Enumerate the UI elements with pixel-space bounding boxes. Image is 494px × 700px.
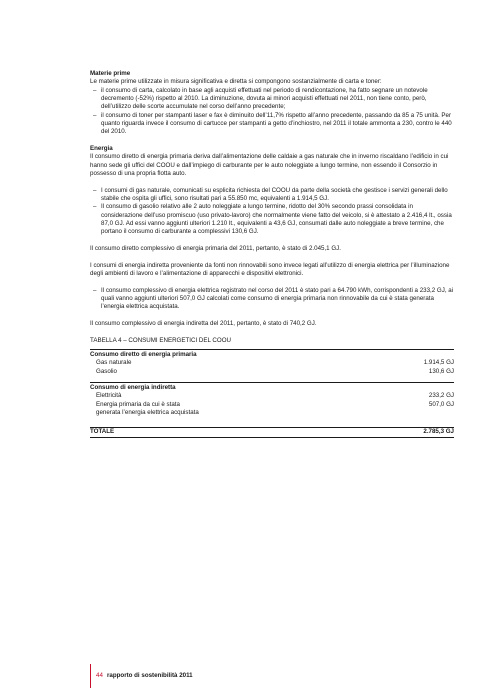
- list-item: – Il consumo complessivo di energia elettrica registrato nel corso del 2011 è stato pari a 64.790 kWh, corrispondenti a 233,2 GJ, ai quali vanno aggiunti ulteriori 507,0 GJ calcolati come consumo di energia primaria non rinnovabile da cui è stata generata l’energia elettrica acquistata.: [90, 287, 454, 312]
- table-row: [90, 368, 454, 376]
- energy-table: [90, 349, 454, 438]
- table-rule: [90, 437, 454, 438]
- row-value: 507,0 GJ: [428, 400, 454, 408]
- table-total-row: [90, 428, 454, 436]
- total-value: 2.785,3 GJ: [423, 428, 454, 436]
- row-label-line2: generata l’energia elettrica acquistata: [96, 409, 199, 417]
- materie-list: [90, 87, 454, 137]
- row-label-line1: Energia primaria da cui è stata: [96, 400, 180, 408]
- page-number: 44: [96, 672, 103, 679]
- indirect-intro-text: I consumi di energia indiretta proveniente da fonti non rinnovabili sono invece legati all’utilizzo di energia elettrica per l’illuminazione degli ambienti di lavoro e l’alimentazione di apparecchi e dispositivi elettronici.: [90, 261, 450, 278]
- total-indirect-text: Il consumo complessivo di energia indiretta del 2011, pertanto, è stato di 740,2 GJ.: [90, 320, 317, 328]
- list-item: – il consumo di carta, calcolato in base agli acquisti effettuati nel periodo di rendicontazione, ha fatto segnare un notevole decremento (-52%) rispetto al 2010. La diminuzione, dovuta ai minori acquisti effettuati nel 2011, non tiene conto, però, dell’utilizzo delle scorte accumulate nel corso dell’anno precedente;: [90, 87, 454, 112]
- materie-intro: Le materie prime utilizzate in misura significativa e diretta si compongono sostanzialmente di carta e toner:: [90, 78, 382, 86]
- report-title: rapporto di sostenibilità 2011: [107, 672, 193, 679]
- table-section-diretto: Consumo diretto di energia primaria: [90, 351, 197, 359]
- indirect-list: [90, 287, 454, 312]
- energia-list: [90, 187, 454, 237]
- page-content: [90, 70, 454, 438]
- list-item: – I consumi di gas naturale, comunicati su esplicita richiesta del COOU da parte della società che gestisce i servizi generali dello stabile che ospita gli uffici, sono risultati pari a 55.850 mc, equivalenti a 1.914,5 GJ.: [90, 187, 454, 204]
- footer-accent-bar: [90, 664, 91, 688]
- row-label: [90, 401, 199, 418]
- table-row: [90, 401, 454, 418]
- page-footer: [90, 664, 454, 688]
- list-item: – Il consumo di gasolio relativo alle 2 auto noleggiate a lungo termine, ridotto del 30% secondo prassi consolidata in considerazione dell’uso promiscuo (uso privato-lavoro) che normalmente viene fatto del veicolo, si è attestato a 2.416,4 lt., ossia 87,0 GJ. Ad essi vanno aggiunti ulteriori 1.210 lt., equivalenti a 43,6 GJ, consumati dalle auto noleggiate a breve termine, che portano il consumo di carburante a complessivi 130,6 GJ.: [90, 203, 454, 236]
- total-label: TOTALE: [90, 428, 115, 436]
- row-label: Elettricità: [96, 392, 122, 400]
- row-value: 130,6 GJ: [428, 367, 454, 375]
- row-value: 1.914,5 GJ: [423, 359, 454, 367]
- table-row: [90, 359, 454, 367]
- row-value: 233,2 GJ: [428, 392, 454, 400]
- table-row: [90, 392, 454, 400]
- list-item: – il consumo di toner per stampanti laser e fax è diminuito dell’11,7% rispetto all’anno precedente, passando da 85 a 75 unità. Per quanto riguarda invece il consumo di cartucce per stampanti a getto d’inchiostro, nel 2011 il totale ammonta a 230, contro le 440 del 2010.: [90, 112, 454, 137]
- table-section-indiretto: Consumo di energia indiretta: [90, 384, 176, 392]
- energia-intro: Il consumo diretto di energia primaria deriva dall’alimentazione delle caldaie a gas naturale che in inverno riscaldano l’edificio in cui hanno sede gli uffici del COOU e dall’impiego di carburante per le auto noleggiate a lungo termine, non essendo il Consorzio in possesso di una propria flotta auto.: [90, 153, 449, 178]
- table-title: TABELLA 4 – CONSUMI ENERGETICI DEL COOU: [90, 336, 231, 344]
- row-label: Gas naturale: [96, 359, 132, 367]
- total-direct-text: Il consumo diretto complessivo di energia primaria del 2011, pertanto, è stato di 2.045,1 GJ.: [90, 245, 341, 253]
- row-label: Gasolio: [96, 367, 117, 375]
- section-heading-materie: Materie prime: [90, 70, 131, 77]
- section-heading-energia: Energia: [90, 145, 113, 153]
